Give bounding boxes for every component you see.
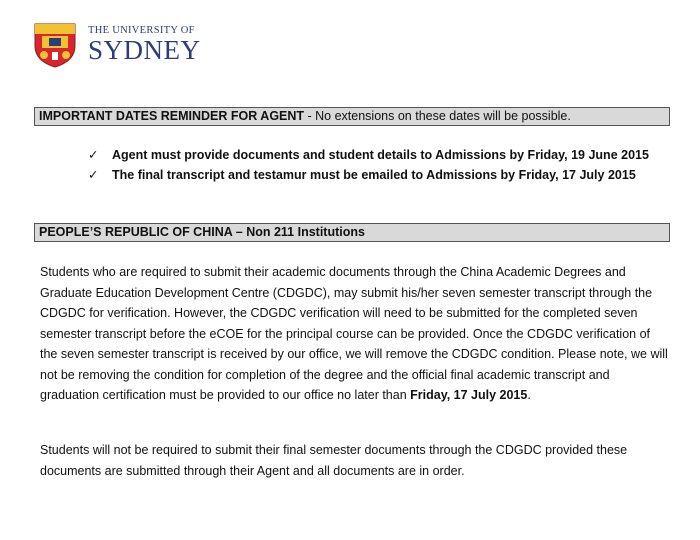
reminder-heading-bold: IMPORTANT DATES REMINDER FOR AGENT — [39, 109, 305, 123]
china-section-heading — [34, 223, 670, 242]
china-paragraph-1-end: . — [527, 388, 531, 402]
university-name-line2: SYDNEY — [88, 35, 201, 66]
reminder-item-text: Agent must provide documents and student details to Admissions by Friday, 19 June 2015 — [112, 148, 649, 162]
china-section-heading-text: PEOPLE’S REPUBLIC OF CHINA – Non 211 Institutions — [39, 225, 365, 239]
reminder-item-text: The final transcript and testamur must be emailed to Admissions by Friday, 17 July 2015 — [112, 168, 636, 182]
china-paragraph-2: Students will not be required to submit their final semester documents through the CDGDC provided these documents are submitted through their Agent and all documents are in order. — [40, 443, 628, 478]
china-paragraph-1-date: Friday, 17 July 2015 — [410, 388, 528, 402]
china-paragraph-1-text: Students who are required to submit their academic documents through the China Academic Degrees and Graduate Education Development Centre (CDGDC), may submit his/her seven semester transcript through the CDGDC for verification. However, the CDGDC verification will need to be submitted for the completed seven semester transcript before the eCOE for the principal course can be provided. Once the CDGDC verification of the seven semester transcript is received by our office, we will remove the CDGDC condition. Please note, we will not be removing the condition for completion of the degree and the official final academic transcript and graduation certification must be provided to our office no later than — [40, 265, 668, 402]
list-item — [88, 165, 649, 185]
checkmark-icon: ✓ — [88, 148, 99, 162]
checkmark-icon: ✓ — [88, 168, 99, 182]
university-logo — [30, 22, 201, 68]
list-item — [88, 145, 649, 165]
university-name-line1: THE UNIVERSITY OF — [88, 24, 195, 36]
reminder-heading-rest: - No extensions on these dates will be possible. — [304, 109, 571, 123]
university-crest-icon — [30, 22, 80, 68]
reminder-date-list — [88, 145, 649, 185]
china-paragraph-1 — [40, 262, 670, 406]
university-wordmark — [88, 26, 201, 65]
reminder-heading — [34, 107, 670, 126]
